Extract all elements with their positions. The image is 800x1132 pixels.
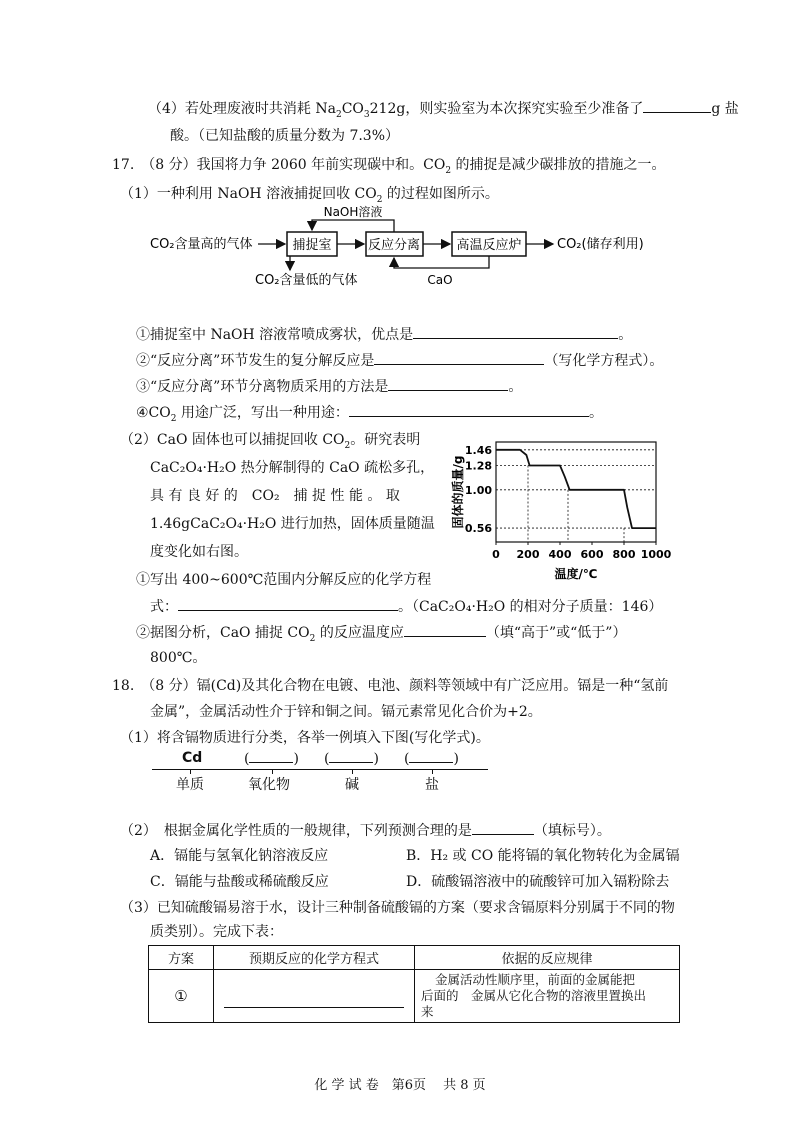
q18-header: 18. （8 分）镉(Cd)及其化合物在电镀、电池、颜料等领域中有广泛应用。镉是一种“氢前 xyxy=(112,678,669,694)
q17-p2-l6: ①写出 400~600℃范围内分解反应的化学方程 xyxy=(136,572,432,588)
base-blank[interactable]: ( ) xyxy=(324,748,379,767)
salt-blank[interactable]: ( ) xyxy=(404,748,459,767)
q18-part1: （1）将含镉物质进行分类，各举一例填入下图(写化学式)。 xyxy=(120,730,490,746)
option-b[interactable]: B．H₂ 或 CO 能将镉的氧化物转化为金属镉 xyxy=(406,848,680,864)
table-row-1-label: ① xyxy=(149,970,214,1023)
classification-diagram xyxy=(152,748,488,794)
flow-lowgas-label: CO₂含量低的气体 xyxy=(255,273,358,288)
x-tick-label: 200 xyxy=(516,548,540,561)
x-tick-label: 600 xyxy=(580,548,604,561)
y-tick-label: 1.46 xyxy=(464,443,492,457)
x-tick-label: 1000 xyxy=(640,548,672,561)
q18-header2: 金属”，金属活动性介于锌和铜之间。镉元素常见化合价为+2。 xyxy=(150,704,542,720)
q17-p2-l9: 800℃。 xyxy=(150,650,207,666)
option-d[interactable]: D．硫酸镉溶液中的硫酸锌可加入镉粉除去 xyxy=(406,874,670,890)
y-tick-label: 1.28 xyxy=(464,459,492,473)
flow-box-furnace-label: 高温反应炉 xyxy=(456,238,522,253)
q16-4-line1: （4）若处理废液时共消耗 $Na_2CO_3212g$，则实验室为本次探究实验至少准备了 g 盐 xyxy=(148,98,739,125)
mass-temperature-chart xyxy=(448,436,672,586)
class-base: 碱 xyxy=(345,777,359,793)
q17-s4: $④CO_2$ 用途广泛，写出一种用途： 。 xyxy=(136,402,603,429)
x-tick-label: 0 xyxy=(492,548,500,561)
class-element: 单质 xyxy=(176,777,204,793)
table-row-1-equation[interactable] xyxy=(214,970,415,1023)
answer-blank[interactable] xyxy=(413,324,618,339)
q17-header: 17. （8 分）我国将力争 2060 年前实现碳中和。$CO_2$ 的捕捉是减少碳排放的措施之一。 xyxy=(112,157,666,176)
oxide-blank[interactable]: ( ) xyxy=(244,748,299,767)
table-header-equation: 预期反应的化学方程式 xyxy=(214,946,415,970)
x-tick-label: 800 xyxy=(612,548,636,561)
answer-blank[interactable] xyxy=(404,622,486,637)
q17-p2-l7: 式： 。（CaC₂O₄·H₂O 的相对分子质量：146） xyxy=(150,596,662,617)
cd-symbol: Cd xyxy=(182,750,203,766)
flow-output-label: CO₂(储存利用) xyxy=(557,237,644,252)
answer-blank[interactable] xyxy=(643,98,711,113)
q17-p2-l1: （2）CaO 固体也可以捕捉回收 $CO_2$。研究表明 xyxy=(120,432,421,451)
q18-part2: （2） 根据金属化学性质的一般规律，下列预测合理的是 （填标号）。 xyxy=(120,820,611,841)
class-salt: 盐 xyxy=(425,777,439,793)
flow-naoh-label: NaOH溶液 xyxy=(323,205,383,219)
q17-s1: ①捕捉室中 NaOH 溶液常喷成雾状，优点是 。 xyxy=(136,324,632,345)
answer-blank[interactable] xyxy=(178,596,398,611)
q17-p2-l4: 1.46gCaC₂O₄·H₂O 进行加热，固体质量随温 xyxy=(150,516,435,532)
flow-box-separation-label: 反应分离 xyxy=(367,238,421,253)
x-tick-label: 400 xyxy=(548,548,572,561)
q16-4-line2: 酸。（已知盐酸的质量分数为 7.3%） xyxy=(170,128,400,144)
mass-curve xyxy=(496,450,656,528)
y-tick-label: 1.00 xyxy=(464,483,492,497)
q17-p2-l5: 度变化如右图。 xyxy=(150,544,248,560)
table-header-rule: 依据的反应规律 xyxy=(415,946,680,970)
y-tick-label: 0.56 xyxy=(464,522,492,536)
flow-input-label: CO₂含量高的气体 xyxy=(150,237,253,252)
answer-blank[interactable] xyxy=(388,376,508,391)
q17-p2-l2: CaC₂O₄·H₂O 热分解制得的 CaO 疏松多孔， xyxy=(150,460,435,476)
option-c[interactable]: C．镉能与盐酸或稀硫酸反应 xyxy=(150,874,329,890)
q17-p2-l3: 具 有 良 好 的 CO₂ 捕 捉 性 能 。 取 xyxy=(150,488,400,504)
class-oxide: 氧化物 xyxy=(248,777,290,793)
y-axis-label: 固体的质量/g xyxy=(451,455,465,529)
answer-blank[interactable] xyxy=(472,820,534,835)
table-header-scheme: 方案 xyxy=(149,946,214,970)
answer-blank[interactable] xyxy=(374,350,544,365)
option-a[interactable]: A．镉能与氢氧化钠溶液反应 xyxy=(150,848,329,864)
q17-p2-l8: ②据图分析，CaO 捕捉 $CO_2$ 的反应温度应 （填“高于”或“低于”） xyxy=(136,622,626,649)
answer-blank[interactable] xyxy=(349,402,589,417)
scheme-table xyxy=(148,945,680,1023)
q18-part3: （3）已知硫酸镉易溶于水，设计三种制备硫酸镉的方案（要求含镉原料分别属于不同的物 xyxy=(120,900,675,916)
q18-part3b: 质类别）。完成下表： xyxy=(150,924,283,940)
flow-box-capture-label: 捕捉室 xyxy=(292,238,332,253)
capture-flow-diagram xyxy=(140,202,700,292)
q17-s2: ②“反应分离”环节发生的复分解反应是 （写化学方程式）。 xyxy=(136,350,663,371)
q17-part1: （1）一种利用 NaOH 溶液捕捉回收 $CO_2$ 的过程如图所示。 xyxy=(120,186,499,205)
table-row-1-rule: 金属活动性顺序里，前面的金属能把 后面的 金属从它化合物的溶液里置换出 来 xyxy=(415,970,680,1023)
flow-cao-label: CaO xyxy=(427,273,453,287)
x-axis-label: 温度/℃ xyxy=(554,567,598,581)
q17-s3: ③“反应分离”环节分离物质采用的方法是 。 xyxy=(136,376,522,397)
page-footer: 化 学 试 卷 第6页 共 8 页 xyxy=(314,1078,486,1093)
